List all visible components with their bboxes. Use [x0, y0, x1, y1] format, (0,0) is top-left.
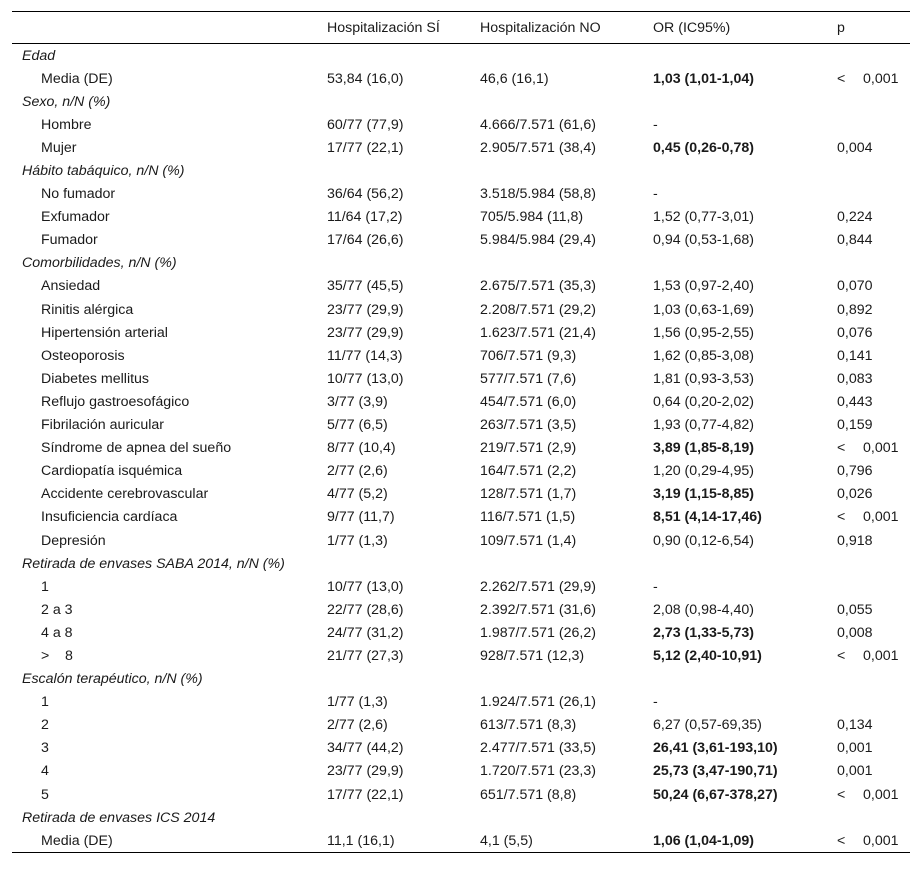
cell-or: 0,94 (0,53-1,68): [653, 232, 754, 249]
cell-p: [837, 506, 910, 529]
header-hospitalizacion-no: Hospitalización NO: [480, 12, 653, 44]
p-value: 0,159: [837, 417, 873, 434]
row-label: 2 a 3: [41, 601, 73, 618]
p-value: 0,918: [837, 532, 873, 549]
p-value: 0,001: [863, 509, 899, 526]
table-row: [12, 113, 910, 136]
cell-hospitalizacion-si: 36/64 (56,2): [327, 186, 404, 203]
cell-hospitalizacion-no: 4,1 (5,5): [480, 829, 653, 853]
table-row: [12, 598, 910, 621]
cell-or: 6,27 (0,57-69,35): [653, 717, 762, 734]
table-header-row: [12, 12, 910, 44]
row-label: Insuficiencia cardíaca: [41, 509, 178, 526]
section-label: Comorbilidades, n/N (%): [22, 255, 177, 272]
cell-hospitalizacion-si: 34/77 (44,2): [327, 740, 404, 757]
row-label: Cardiopatía isquémica: [41, 463, 183, 480]
section-row: [12, 90, 910, 113]
table-row: [12, 136, 910, 159]
table-row: [12, 506, 910, 529]
cell-hospitalizacion-no: 263/7.571 (3,5): [480, 417, 577, 434]
row-label: Depresión: [41, 532, 106, 549]
cell-p: [837, 229, 910, 252]
p-value: 0,001: [863, 647, 899, 664]
cell-hospitalizacion-si: 5/77 (6,5): [327, 417, 388, 434]
cell-hospitalizacion-si: 3/77 (3,9): [327, 393, 388, 410]
cell-p: [837, 298, 910, 321]
p-value: 0,008: [837, 624, 873, 641]
cell-or: 0,90 (0,12-6,54): [653, 532, 754, 549]
table-row: [12, 783, 910, 806]
cell-hospitalizacion-no: 651/7.571 (8,8): [480, 786, 577, 803]
cell-or: 1,03 (0,63-1,69): [653, 301, 754, 318]
row-label: Fumador: [41, 232, 98, 249]
table-row: [12, 67, 910, 90]
p-value: 0,001: [863, 70, 899, 87]
table-body: [12, 44, 910, 853]
cell-or: 1,56 (0,95-2,55): [653, 324, 754, 341]
row-label: Exfumador: [41, 209, 110, 226]
cell-hospitalizacion-no: 928/7.571 (12,3): [480, 647, 585, 664]
p-value: 0,001: [837, 740, 873, 757]
cell-hospitalizacion-si: 17/64 (26,6): [327, 232, 404, 249]
cell-p: [837, 760, 910, 783]
p-value: 0,224: [837, 209, 873, 226]
cell-hospitalizacion-si: 17/77 (22,1): [327, 139, 404, 156]
row-label: 1: [41, 578, 49, 595]
header-variable: [12, 12, 327, 44]
cell-or: 2,73 (1,33-5,73): [653, 624, 754, 641]
header-or: OR (IC95%): [653, 12, 837, 44]
table-row: [12, 460, 910, 483]
row-label: 4: [41, 763, 49, 780]
cell-or: 3,89 (1,85-8,19): [653, 440, 754, 457]
cell-or: 1,03 (1,01-1,04): [653, 70, 754, 87]
cell-p: [837, 621, 910, 644]
cell-or: -: [653, 186, 658, 203]
cell-or: 5,12 (2,40-10,91): [653, 647, 762, 664]
cell-hospitalizacion-no: 3.518/5.984 (58,8): [480, 186, 596, 203]
row-label: Síndrome de apnea del sueño: [41, 440, 232, 457]
section-label: Escalón terapéutico, n/N (%): [22, 671, 203, 688]
p-value: 0,001: [863, 832, 899, 849]
cell-p: [837, 113, 910, 136]
cell-or: 1,81 (0,93-3,53): [653, 370, 754, 387]
cell-hospitalizacion-si: 17/77 (22,1): [327, 786, 404, 803]
cell-hospitalizacion-si: 2/77 (2,6): [327, 717, 388, 734]
cell-p: [837, 390, 910, 413]
section-label: Sexo, n/N (%): [22, 93, 111, 110]
p-value: 0,134: [837, 717, 873, 734]
cell-or: 1,20 (0,29-4,95): [653, 463, 754, 480]
table-row: [12, 183, 910, 206]
cell-p: [837, 483, 910, 506]
cell-p: [837, 321, 910, 344]
cell-hospitalizacion-no: 116/7.571 (1,5): [480, 509, 576, 526]
less-than-sign: <: [837, 832, 846, 849]
cell-hospitalizacion-si: 60/77 (77,9): [327, 116, 404, 133]
cell-or: -: [653, 116, 658, 133]
p-value: 0,001: [863, 440, 899, 457]
cell-hospitalizacion-si: 21/77 (27,3): [327, 647, 404, 664]
table-row: [12, 344, 910, 367]
cell-p: [837, 529, 910, 552]
section-row: [12, 252, 910, 275]
table-row: [12, 390, 910, 413]
cell-p: [837, 691, 910, 714]
table-row: [12, 321, 910, 344]
cell-hospitalizacion-si: 9/77 (11,7): [327, 509, 395, 526]
row-label: 4 a 8: [41, 624, 73, 641]
cell-or: 0,64 (0,20-2,02): [653, 393, 754, 410]
table-row: [12, 437, 910, 460]
results-table: [12, 11, 910, 853]
table-row: [12, 298, 910, 321]
row-label: > 8: [41, 647, 73, 664]
cell-p: [837, 344, 910, 367]
p-value: 0,055: [837, 601, 873, 618]
cell-hospitalizacion-no: 613/7.571 (8,3): [480, 717, 577, 734]
cell-hospitalizacion-si: 53,84 (16,0): [327, 70, 404, 87]
p-value: 0,844: [837, 232, 873, 249]
cell-hospitalizacion-no: 128/7.571 (1,7): [480, 486, 577, 503]
cell-hospitalizacion-si: 23/77 (29,9): [327, 763, 404, 780]
table-row: [12, 414, 910, 437]
row-label: Media (DE): [41, 70, 113, 87]
cell-hospitalizacion-si: 4/77 (5,2): [327, 486, 388, 503]
table-row: [12, 691, 910, 714]
cell-hospitalizacion-no: 705/5.984 (11,8): [480, 209, 584, 226]
cell-hospitalizacion-si: 23/77 (29,9): [327, 301, 404, 318]
less-than-sign: <: [837, 647, 846, 664]
cell-hospitalizacion-no: 1.924/7.571 (26,1): [480, 694, 596, 711]
cell-or: -: [653, 694, 658, 711]
header-p: p: [837, 12, 910, 44]
cell-or: 1,52 (0,77-3,01): [653, 209, 754, 226]
cell-p: [837, 737, 910, 760]
row-label: Diabetes mellitus: [41, 370, 150, 387]
cell-or: 1,53 (0,97-2,40): [653, 278, 754, 295]
cell-hospitalizacion-no: 1.623/7.571 (21,4): [480, 324, 596, 341]
section-row: [12, 552, 910, 575]
row-label: No fumador: [41, 186, 116, 203]
cell-p: [837, 644, 910, 667]
table-row: [12, 621, 910, 644]
row-label: Rinitis alérgica: [41, 301, 134, 318]
row-label: Mujer: [41, 139, 77, 156]
cell-p: [837, 714, 910, 737]
cell-hospitalizacion-si: 1/77 (1,3): [327, 532, 388, 549]
p-value: 0,443: [837, 393, 873, 410]
table-row: [12, 483, 910, 506]
cell-or: 3,19 (1,15-8,85): [653, 486, 754, 503]
less-than-sign: <: [837, 70, 846, 87]
cell-or: 1,06 (1,04-1,09): [653, 829, 837, 853]
less-than-sign: <: [837, 786, 846, 803]
cell-p: [837, 183, 910, 206]
cell-p: [837, 598, 910, 621]
p-value: 0,001: [837, 763, 873, 780]
cell-hospitalizacion-no: 2.905/7.571 (38,4): [480, 139, 596, 156]
row-label: Accidente cerebrovascular: [41, 486, 209, 503]
cell-hospitalizacion-no: 1.720/7.571 (23,3): [480, 763, 596, 780]
section-label: Retirada de envases SABA 2014, n/N (%): [22, 555, 285, 572]
cell-hospitalizacion-no: 2.675/7.571 (35,3): [480, 278, 596, 295]
row-label: Media (DE): [12, 829, 327, 853]
cell-p: [837, 275, 910, 298]
cell-hospitalizacion-no: 2.477/7.571 (33,5): [480, 740, 596, 757]
row-label: Hombre: [41, 116, 92, 133]
cell-hospitalizacion-no: 164/7.571 (2,2): [480, 463, 577, 480]
cell-or: 1,62 (0,85-3,08): [653, 347, 754, 364]
cell-hospitalizacion-si: 23/77 (29,9): [327, 324, 404, 341]
table-row: [12, 644, 910, 667]
cell-p: [837, 783, 910, 806]
row-label: 1: [41, 694, 49, 711]
cell-hospitalizacion-no: 577/7.571 (7,6): [480, 370, 577, 387]
cell-hospitalizacion-si: 2/77 (2,6): [327, 463, 388, 480]
cell-or: 1,93 (0,77-4,82): [653, 417, 754, 434]
p-value: 0,004: [837, 139, 873, 156]
cell-hospitalizacion-no: 1.987/7.571 (26,2): [480, 624, 596, 641]
p-value: 0,001: [863, 786, 899, 803]
table-row: [12, 275, 910, 298]
cell-hospitalizacion-no: 2.262/7.571 (29,9): [480, 578, 596, 595]
row-label: Reflujo gastroesofágico: [41, 393, 190, 410]
cell-p: [837, 67, 910, 90]
cell-p: [837, 367, 910, 390]
cell-p: [837, 437, 910, 460]
row-label: Osteoporosis: [41, 347, 125, 364]
cell-hospitalizacion-no: 219/7.571 (2,9): [480, 440, 577, 457]
p-value: 0,083: [837, 370, 873, 387]
p-value: 0,796: [837, 463, 873, 480]
cell-p: [837, 136, 910, 159]
cell-hospitalizacion-no: 4.666/7.571 (61,6): [480, 116, 596, 133]
cell-p: [837, 829, 910, 853]
cell-hospitalizacion-si: 24/77 (31,2): [327, 624, 404, 641]
row-label: 3: [41, 740, 49, 757]
row-label: Fibrilación auricular: [41, 417, 165, 434]
cell-p: [837, 575, 910, 598]
cell-hospitalizacion-no: 5.984/5.984 (29,4): [480, 232, 596, 249]
cell-or: 8,51 (4,14-17,46): [653, 509, 762, 526]
cell-or: 26,41 (3,61-193,10): [653, 740, 778, 757]
table-row: [12, 575, 910, 598]
row-label: 2: [41, 717, 49, 734]
cell-hospitalizacion-no: 2.208/7.571 (29,2): [480, 301, 596, 318]
section-label: Edad: [22, 47, 56, 64]
section-label: Hábito tabáquico, n/N (%): [22, 163, 185, 180]
header-hospitalizacion-si: Hospitalización SÍ: [327, 12, 480, 44]
cell-hospitalizacion-si: 10/77 (13,0): [327, 578, 404, 595]
cell-or: 0,45 (0,26-0,78): [653, 139, 754, 156]
cell-hospitalizacion-si: 11/64 (17,2): [327, 209, 403, 226]
p-value: 0,892: [837, 301, 873, 318]
cell-hospitalizacion-si: 22/77 (28,6): [327, 601, 404, 618]
cell-or: 25,73 (3,47-190,71): [653, 763, 778, 780]
cell-hospitalizacion-no: 109/7.571 (1,4): [480, 532, 577, 549]
row-label: Hipertensión arterial: [41, 324, 168, 341]
table-row: [12, 367, 910, 390]
cell-or: -: [653, 578, 658, 595]
p-value: 0,070: [837, 278, 873, 295]
section-row: [12, 668, 910, 691]
table-row: [12, 529, 910, 552]
table-row: [12, 760, 910, 783]
cell-hospitalizacion-no: 2.392/7.571 (31,6): [480, 601, 596, 618]
cell-or: 2,08 (0,98-4,40): [653, 601, 754, 618]
section-label: Retirada de envases ICS 2014: [22, 809, 216, 826]
table-row: [12, 206, 910, 229]
cell-hospitalizacion-no: 706/7.571 (9,3): [480, 347, 577, 364]
less-than-sign: <: [837, 440, 846, 457]
cell-hospitalizacion-si: 35/77 (45,5): [327, 278, 404, 295]
cell-hospitalizacion-si: 11,1 (16,1): [327, 829, 480, 853]
row-label: 5: [41, 786, 49, 803]
table-row: [12, 229, 910, 252]
cell-or: 50,24 (6,67-378,27): [653, 786, 778, 803]
p-value: 0,141: [837, 347, 873, 364]
row-label: Ansiedad: [41, 278, 101, 295]
cell-hospitalizacion-no: 454/7.571 (6,0): [480, 393, 577, 410]
table-row: [12, 829, 910, 853]
cell-hospitalizacion-si: 1/77 (1,3): [327, 694, 388, 711]
less-than-sign: <: [837, 509, 846, 526]
cell-hospitalizacion-si: 10/77 (13,0): [327, 370, 404, 387]
cell-hospitalizacion-si: 8/77 (10,4): [327, 440, 396, 457]
cell-p: [837, 206, 910, 229]
table-row: [12, 714, 910, 737]
section-row: [12, 44, 910, 68]
cell-hospitalizacion-no: 46,6 (16,1): [480, 70, 549, 87]
table-row: [12, 737, 910, 760]
section-row: [12, 806, 910, 829]
cell-hospitalizacion-si: 11/77 (14,3): [327, 347, 403, 364]
cell-p: [837, 414, 910, 437]
section-row: [12, 159, 910, 182]
p-value: 0,026: [837, 486, 873, 503]
p-value: 0,076: [837, 324, 873, 341]
cell-p: [837, 460, 910, 483]
